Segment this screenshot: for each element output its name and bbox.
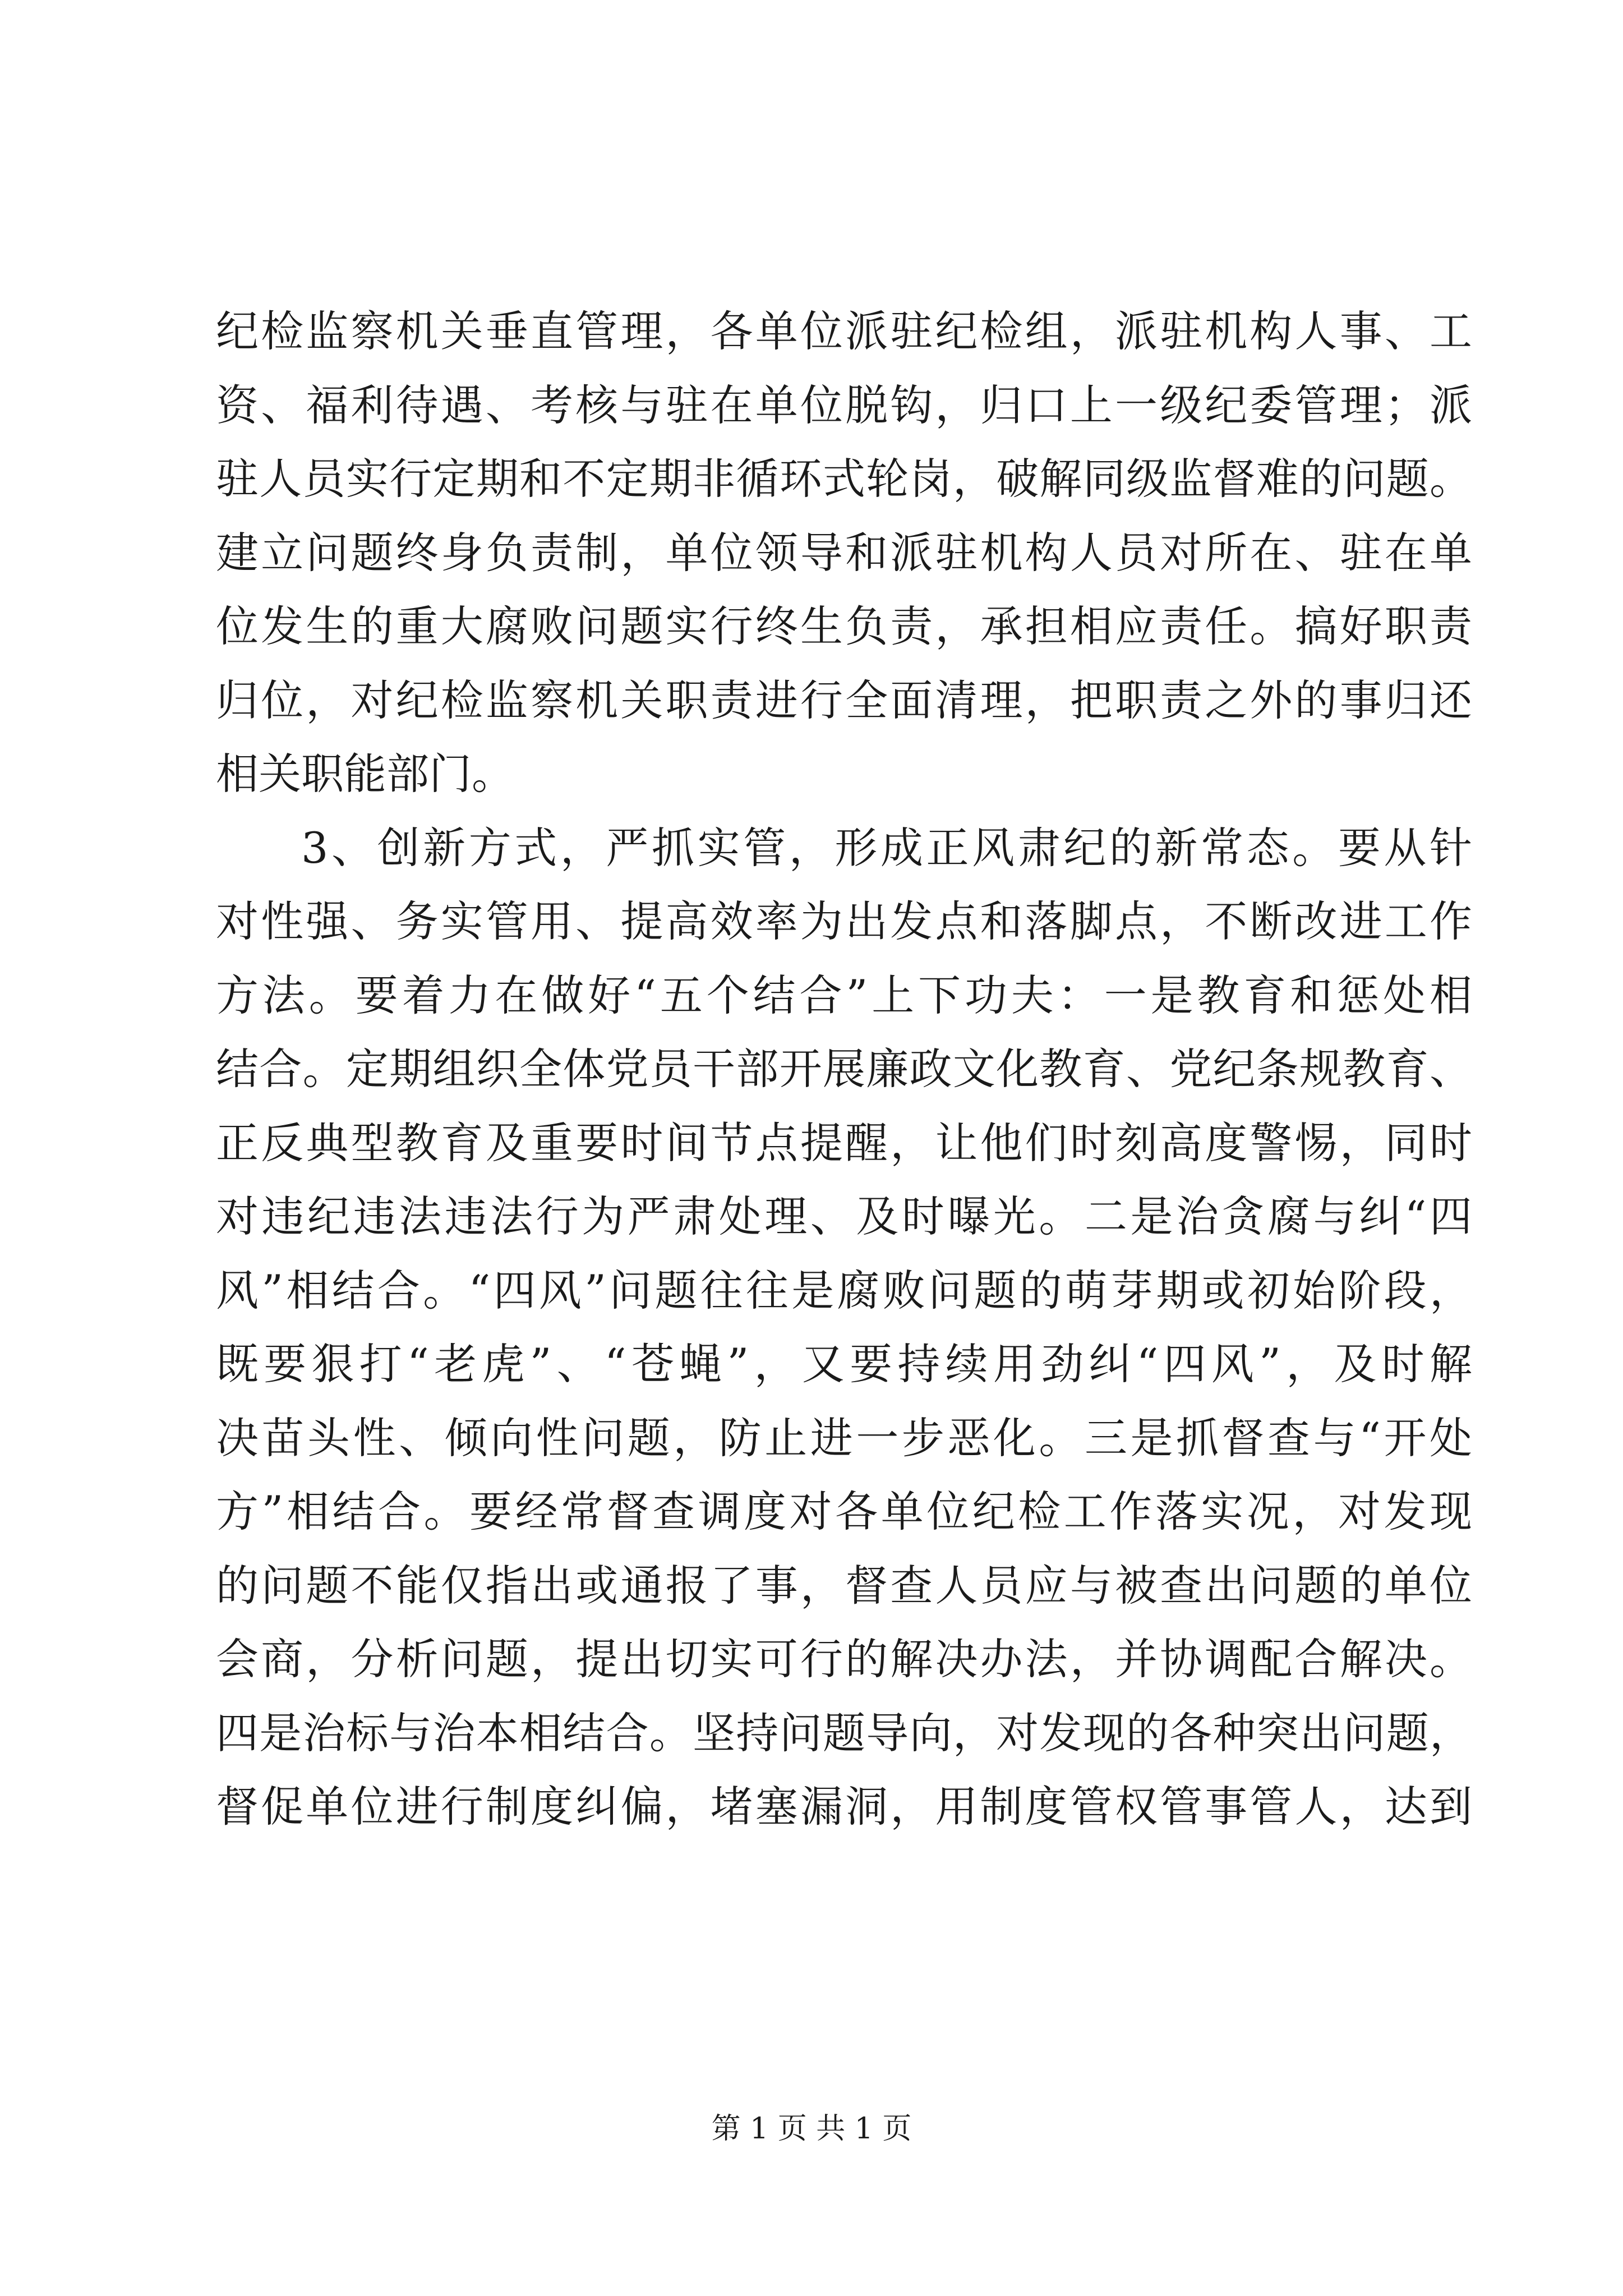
text-line: 方”相结合。要经常督查调度对各单位纪检工作落实况，对发现 <box>216 1487 1472 1536</box>
text-line: 位发生的重大腐败问题实行终生负责，承担相应责任。搞好职责 <box>216 601 1472 651</box>
text-line: 结合。定期组织全体党员干部开展廉政文化教育、党纪条规教育、 <box>216 1044 1472 1094</box>
text-line: 相关职能部门。 <box>216 749 514 799</box>
page-number-footer: 第 1 页 共 1 页 <box>711 2112 912 2146</box>
text-line: 正反典型教育及重要时间节点提醒，让他们时刻高度警惕，同时 <box>216 1117 1472 1168</box>
text-line: 风”相结合。“四风”问题往往是腐败问题的萌芽期或初始阶段， <box>216 1265 1472 1315</box>
text-line: 的问题不能仅指出或通报了事，督查人员应与被查出问题的单位 <box>216 1560 1472 1611</box>
text-line: 对违纪违法违法行为严肃处理、及时曝光。二是治贪腐与纠“四 <box>216 1191 1472 1241</box>
text-line: 既要狠打“老虎”、“苍蝇”，又要持续用劲纠“四风”，及时解 <box>216 1339 1472 1389</box>
text-line: 决苗头性、倾向性问题，防止进一步恶化。三是抓督查与“开处 <box>216 1412 1472 1463</box>
text-line: 资、福利待遇、考核与驻在单位脱钩，归口上一级纪委管理；派 <box>216 380 1472 430</box>
text-line: 归位，对纪检监察机关职责进行全面清理，把职责之外的事归还 <box>216 675 1472 725</box>
text-line: 督促单位进行制度纠偏，堵塞漏洞，用制度管权管事管人，达到 <box>216 1782 1472 1832</box>
paragraph-heading-line: 3、创新方式，严抓实管，形成正风肃纪的新常态。要从针 <box>301 822 1472 873</box>
body-text <box>216 295 1472 1844</box>
text-line: 纪检监察机关垂直管理，各单位派驻纪检组，派驻机构人事、工 <box>216 306 1472 356</box>
text-line: 方法。要着力在做好“五个结合”上下功夫：一是教育和惩处相 <box>216 970 1472 1020</box>
text-line: 四是治标与治本相结合。坚持问题导向，对发现的各种突出问题， <box>216 1708 1472 1758</box>
text-line: 驻人员实行定期和不定期非循环式轮岗，破解同级监督难的问题。 <box>216 454 1472 504</box>
text-line: 建立问题终身负责制，单位领导和派驻机构人员对所在、驻在单 <box>216 527 1472 578</box>
text-line: 对性强、务实管用、提高效率为出发点和落脚点，不断改进工作 <box>216 896 1472 946</box>
text-line: 会商，分析问题，提出切实可行的解决办法，并协调配合解决。 <box>216 1634 1472 1684</box>
